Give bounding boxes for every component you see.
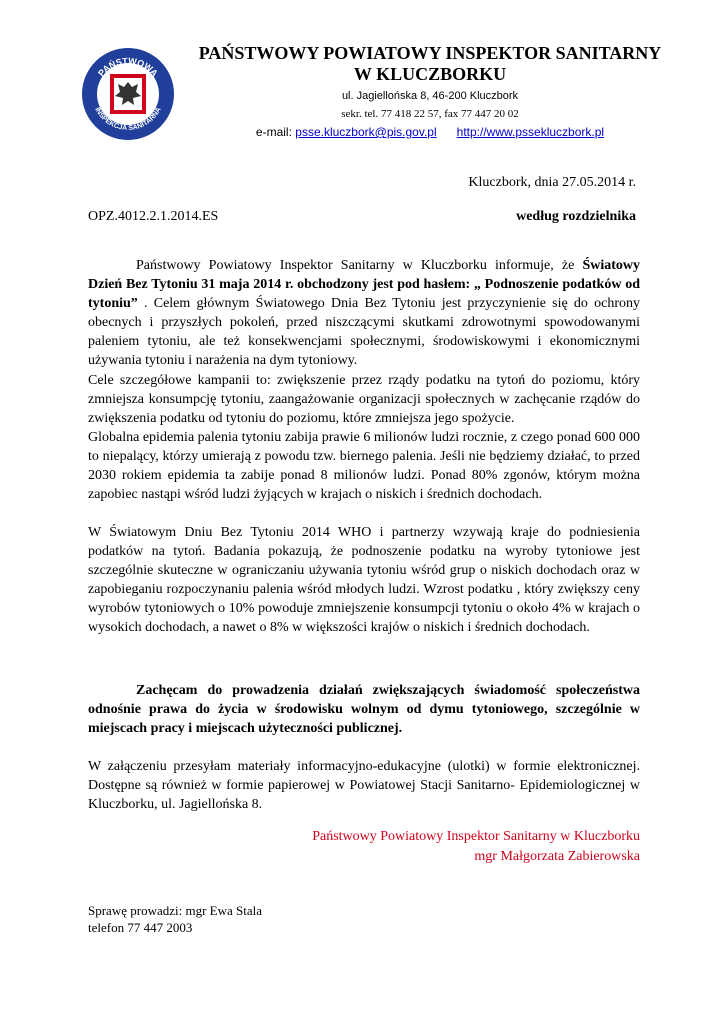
letter-date: Kluczbork, dnia 27.05.2014 r.: [468, 175, 636, 190]
campaign-slogan: Światowy Dzień Bez Tytoniu 31 maja 2014 r. obchodzony jest pod hasłem: „ Podnoszenie podatków od tytoniu”: [88, 258, 640, 311]
header-address: ul. Jagiellońska 8, 46-200 Kluczbork: [341, 90, 519, 102]
logo-text-top: PAŃSTWOWA: [96, 55, 160, 79]
signature-title: Państwowy Powiatowy Inspektor Sanitarny w Kluczborku: [312, 829, 640, 844]
handler-phone: telefon 77 447 2003: [88, 920, 193, 935]
p1-intro: Państwowy Powiatowy Inspektor Sanitarny w Kluczborku informuje, że: [136, 258, 583, 273]
institution-title: PAŃSTWOWY POWIATOWY INSPEKTOR SANITARNY: [198, 43, 662, 63]
recipients-note: według rozdzielnika: [516, 209, 636, 224]
header-contact: [200, 125, 660, 139]
institution-city: W KLUCZBORKU: [353, 64, 507, 84]
logo-text-bottom: INSPEKCJA SANITARNA: [93, 106, 163, 133]
paragraph-goals: Cele szczegółowe kampanii to: zwiększenie przez rządy podatku na tytoń do poziomu, który zmniejsza konsumpcję tytoniu, zaangażowanie organizacji społecznych w zachęcanie rządów do zwiększenia podatku od tytoniu do poziomu, które zmniejsza jego spożycie.: [88, 373, 640, 426]
website-link[interactable]: http://www.pssekluczbork.pl: [456, 125, 605, 139]
paragraph-intro: [88, 256, 640, 370]
p1-rest: . Celem głównym Światowego Dnia Bez Tytoniu jest przyczynienie się do ochrony obecnych i przyszłych pokoleń, przed niszczącymi skutkami zdrowotnymi spowodowanymi paleniem tytoniu, ale też konsekwencjami społecznymi, środowiskowymi i ekonomicznymi używania tytoniu i narażenia na dym tytoniowy.: [88, 296, 640, 368]
header-phone: sekr. tel. 77 418 22 57, fax 77 447 20 02: [341, 108, 519, 120]
email-label: e-mail:: [255, 125, 292, 139]
email-link[interactable]: psse.kluczbork@pis.gov.pl: [295, 125, 437, 139]
handled-by: Sprawę prowadzi: mgr Ewa Stala: [88, 903, 263, 918]
reference-number: OPZ.4012.2.1.2014.ES: [88, 209, 219, 224]
paragraph-attachments: W załączeniu przesyłam materiały informacyjno-edukacyjne (ulotki) w formie elektronicznej. Dostępne są również w formie papierowej w Powiatowej Stacji Sanitarno- Epidemiologicznej w Kluczborku, ul. Jagiellońska 8.: [88, 759, 640, 812]
paragraph-appeal: Zachęcam do prowadzenia działań zwiększających świadomość społeczeństwa odnośnie prawa do życia w środowisku wolnym od dymu tytoniowego, szczególnie w miejscach pracy i miejscach użyteczności publicznej.: [88, 683, 640, 736]
signature-name: mgr Małgorzata Zabierowska: [474, 849, 640, 864]
paragraph-epidemic: Globalna epidemia palenia tytoniu zabija prawie 6 milionów ludzi rocznie, z czego ponad 600 000 to niepalący, którzy umierają z powodu tzw. biernego palenia. Jeśli nie będziemy działać, to przed 2030 rokiem epidemia ta zabije ponad 8 milionów ludzi. Ponad 80% zgonów, którym można zapobiec nastąpi wśród ludzi żyjących w krajach o niskich i średnich dochodach.: [88, 430, 640, 502]
paragraph-who-call: W Światowym Dniu Bez Tytoniu 2014 WHO i partnerzy wzywają kraje do podniesienia podatków na tytoń. Badania pokazują, że podnoszenie podatku na wyroby tytoniowe jest szczególnie skuteczne w ograniczaniu używania tytoniu wśród grup o niskich dochodach oraz w zapobieganiu rozpoczynaniu palenia wśród młodych ludzi. Wzrost podatku , który zwiększy ceny wyrobów tytoniowych o 10% powoduje zmniejszenie konsumpcji tytoniu o około 4% w krajach o wysokich dochodach, a nawet o 8% w większości krajów o niskich i średnich dochodach.: [88, 525, 640, 635]
